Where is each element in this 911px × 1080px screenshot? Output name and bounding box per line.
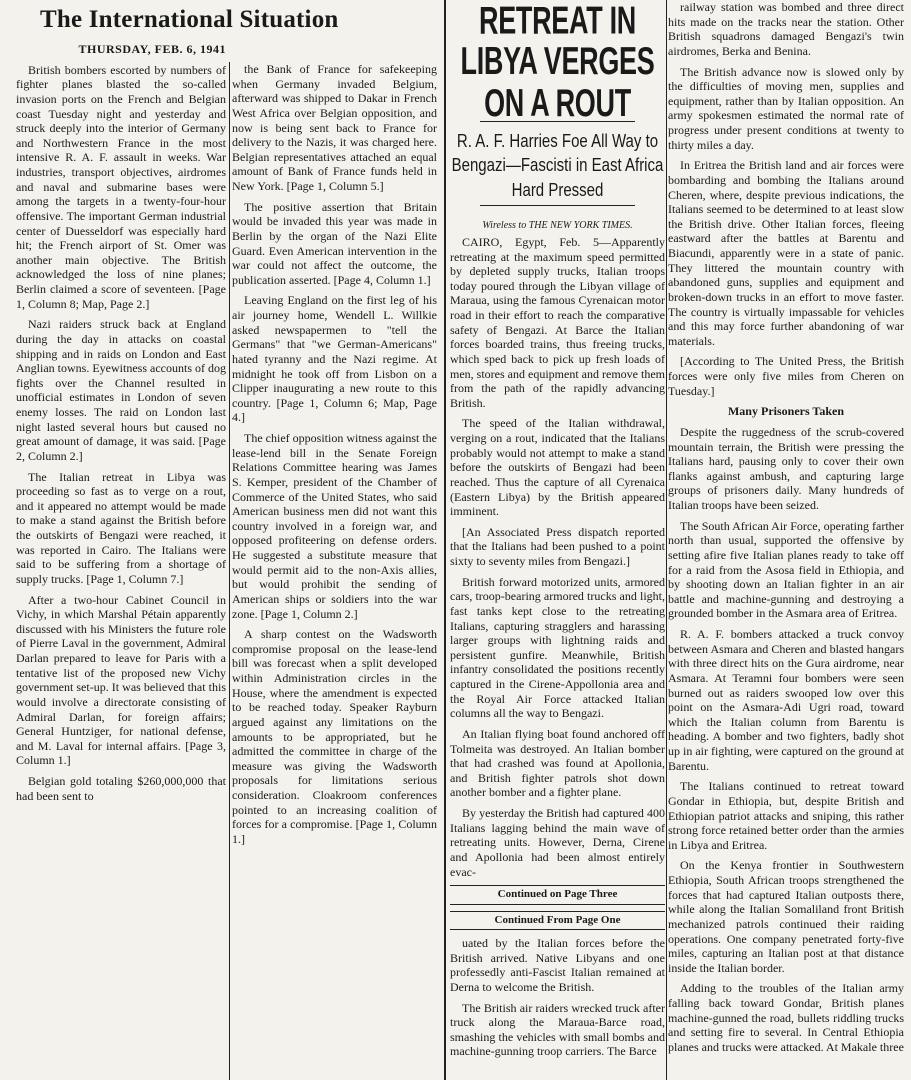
column-rule [229,62,230,1080]
subheadline: R. A. F. Harries Foe All Way to Bengazi—Fascisti in East Africa Hard Pressed [451,131,664,201]
column-rule [666,0,667,1080]
article-paragraph: British forward motorized units, armored cars, troop-bearing armored trucks and light, fast tanks kept close to the retreating Italians, capturing stragglers and harassing larger groups with lightning raids and persistent gunfire. Meanwhile, British infantry consolidated the positions recently captured in the Cirene-Appollonia area and the Royal Air Force attacked Italian columns all the way to Bengazi. [450,574,665,721]
column-3-continuation [450,936,665,1059]
article-paragraph: After a two-hour Cabinet Council in Vichy, in which Marshal Pétain apparently discussed with his Ministers the future role of Pierre Laval in the government, Admiral Darlan prepared to leave for Paris with a tentative list of the proposed new Vichy government set-up. It was believed that this would involve a directorate consisting of Admiral Darlan, for foreign affairs; General Huntziger, for national defense, and M. Laval for internal affairs. [Page 3, Column 1.] [16,592,226,768]
main-headline: RETREAT IN LIBYA VERGES ON A ROUT [460,0,655,125]
article-paragraph: CAIRO, Egypt, Feb. 5—Apparently retreating at the maximum speed permitted by depleted supply trucks, Italian troops today poured through the Libyan village of Maraua, using the famous Cyrenaican motor road in their effort to reach the comparative safety of Bengazi. At Barce the Italian forces boarded trains, thus freeing trucks, which sped back to pick up fresh loads of men, stores and equipment and remove them from the path of the rapidly advancing British. [450,234,665,410]
left-column-1 [16,0,226,1080]
continued-from-label: Continued From Page One [450,911,665,930]
article-paragraph: The positive assertion that Britain would be invaded this year was made in Berlin by the organ of the Nazi Elite Guard. Even American intervention in the war could not affect the outcome, the publication asserted. [Page 4, Column 1.] [232,199,437,287]
article-paragraph: The South African Air Force, operating farther north than usual, supported the offensive by setting afire five Italian planes ready to take off for a raid from the Asosa field in Ethiopia, and by shooting down an Italian fighter in an air battle and machine-gunning and destroying a grounded bomber in the Asmara area of Eritrea. [668,518,904,621]
article-paragraph: The Italian retreat in Libya was proceeding so fast as to verge on a rout, and it appeared no attempt would be made to make a stand against the British before the outskirts of Bengazi were reached, it was reported in Cairo. The Italians were said to be suffering from a shortage of supply trucks. [Page 1, Column 7.] [16,469,226,586]
article-paragraph: The British advance now is slowed only by the difficulties of moving men, supplies and equipment, rather than by Italian opposition. An army spokesmen estimated the normal rate of progress under present conditions at twenty to thirty miles a day. [668,64,904,152]
article-paragraph: The chief opposition witness against the lease-lend bill in the Senate Foreign Relations Committee hearing was James S. Kemper, president of the Chamber of Commerce of the United States, who said American business men did not want this country involved in a foreign war, and opposed profiteering on defense orders. He suggested a substitute measure that would permit aid to the non-Axis allies, but would prohibit the sending of American ships or soldiers into the war zone. [Page 1, Column 2.] [232,431,437,621]
column-4-continuation [668,425,904,1055]
article-paragraph: Despite the ruggedness of the scrub-covered mountain terrain, the British were pressing the Italians hard, pausing only to cover their own flanks against ambush, and capturing large groups of prisoners daily. Many hundreds of Italian troops have been seized. [668,424,904,512]
article-paragraph: Nazi raiders struck back at England during the day in attacks on coastal shipping and in raids on London and East Anglian towns. Eyewitness accounts of dog fights over the Channel resulted in unofficial estimates in London of seven enemy losses. The raid on London last night lasted several hours but caused no great amount of damage, it was said. [Page 2, Column 2.] [16,317,226,463]
article-paragraph: [According to The United Press, the British forces were only five miles from Cheren on Tuesday.] [668,354,904,398]
wireless-credit: Wireless to THE NEW YORK TIMES. [482,219,633,231]
article-paragraph: railway station was bombed and three direct hits made on the tracks near the station. Other British squadrons damaged Bengazi's twin airdromes, Berka and Benina. [668,0,904,58]
article-paragraph: [An Associated Press dispatch reported that the Italians had been pushed to a point sixty to seventy miles from Bengazi.] [450,524,665,569]
continued-on-label: Continued on Page Three [450,885,665,904]
column-2-body [232,62,437,847]
article-paragraph: The British air raiders wrecked truck after truck along the Maraua-Barce road, smashing the vehicles with small bombs and machine-gunning troop carriers. The Barce [450,1000,665,1059]
article-paragraph: On the Kenya frontier in Southwestern Ethiopia, South African troops strengthened the forces that had captured Italian outposts there, while along the Italian Somaliland front British mechanized patrols continued their raiding operations. One company penetrated forty-five miles, capturing an Italian post at that distance inside the Italian border. [668,858,904,975]
subhead-rule [480,205,635,206]
article-paragraph: uated by the Italian forces before the British arrived. Native Libyans and one professedly anti-Fascist Italian remained at Derna to welcome the British. [450,936,665,994]
article-paragraph: The speed of the Italian withdrawal, verging on a rout, indicated that the Italians probably would not attempt to make a stand before the outskirts of Bengazi had been reached. Thus the capture of all Cyrenaica (Eastern Libya) by the British appeared imminent. [450,416,665,519]
column-4-body [668,0,904,398]
column-3-body [450,235,665,879]
column-1-body [16,63,226,804]
article-paragraph: By yesterday the British had captured 400 Italians lagging behind the main wave of retreating units. However, Derna, Cirene and Apollonia had been almost entirely evac- [450,806,665,879]
column-rule [444,0,446,1080]
article-paragraph: British bombers escorted by numbers of fighter planes blasted the so-called invasion ports on the French and Belgian coast Tuesday night and yesterday and struck deeply into the interior of Germany and Northwestern France in the most intensive R. A. F. assault in weeks. War industries, transport objectives, airdromes and naval and submarine bases were among the targets in a twenty-four-hour offensive. The important German industrial center of Duesseldorf was especially hard hit; the French airport of St. Omer was another main objective. The British acknowledged the loss of nine planes; Berlin claimed a score of seventeen. [Page 1, Column 8; Map, Page 2.] [16,62,226,311]
article-paragraph: Leaving England on the first leg of his air journey home, Wendell L. Willkie asked newspapermen to "tell the Germans" that "we German-Americans" hated tyranny and the Nazi regime. At midnight he took off from Lisbon on a Clipper inaugurating a new route to this country. [Page 1, Column 6; Map, Page 4.] [232,293,437,425]
right-column-1 [450,0,665,1080]
article-paragraph: R. A. F. bombers attacked a truck convoy between Asmara and Cheren and blasted hangars with three direct hits on the Gura airdrome, near Asmara. At Teramni four bombers were seen burned out as raiders swooped low over this point on the Asmara-Adi Ugri road, toward which the Italian column from Barentu is heading. A bomber and two fighters, badly shot up in air fighting, were captured on the ground at Barentu. [668,627,904,773]
article-paragraph: In Eritrea the British land and air forces were bombarding and bombing the Italians around Cheren, where, despite previous indications, the Italians seemed to be determined to at least slow the British drive. Other Italian forces, fleeing eastward after the battles at Barentu and Biacundi, apparently were in a state of panic. They littered the mountain country with abandoned guns, supplies and equipment and broken-down trucks in an effort to move faster. The country is virtually impassable for vehicles and this may force further abandoning of war materials. [668,158,904,348]
article-paragraph: Adding to the troubles of the Italian army falling back toward Gondar, British planes machine-gunned the road, bullets riddling trucks and setting fire to several. In Central Ethiopia planes and trucks were attacked. At Makale three [668,981,904,1054]
right-column-2 [668,0,904,1080]
article-paragraph: The Italians continued to retreat toward Gondar in Ethiopia, but, despite British and Ethiopian patriot attacks and sniping, this rather strong force retained better order than the armies in Libya and Eritrea. [668,779,904,852]
left-column-2 [232,62,437,1080]
article-paragraph: the Bank of France for safekeeping when Germany invaded Belgium, afterward was shipped to Dakar in French West Africa over Belgian opposition, and now is being sent back to France for delivery to the Nazis, it was charged here. Belgian representatives attached an equal amount of Bank of France funds held in New York. [Page 1, Column 5.] [232,62,437,193]
article-paragraph: A sharp contest on the Wadsworth compromise proposal on the lease-lend bill was forecast when a split developed within Administration circles in the House, where the amendment is expected to be reached today. Speaker Rayburn argued against any limitations on the amounts to be appropriated, but he admitted the committee in charge of the measure was giving the Wadsworth proposals for limitations serious consideration. Cloakroom conferences pointed to an increasing coalition of forces for a compromise. [Page 1, Column 1.] [232,627,437,846]
article-paragraph: Belgian gold totaling $260,000,000 that had been sent to [16,774,226,803]
dateline: THURSDAY, FEB. 6, 1941 [78,42,226,56]
left-article-title: The International Situation [40,6,339,33]
article-paragraph: An Italian flying boat found anchored off Tolmeita was destroyed. An Italian bomber that had crashed was found at Apollonia, and British fighter patrols shot down another bomber and a fighter plane. [450,726,665,800]
subsection-heading: Many Prisoners Taken [727,404,844,419]
